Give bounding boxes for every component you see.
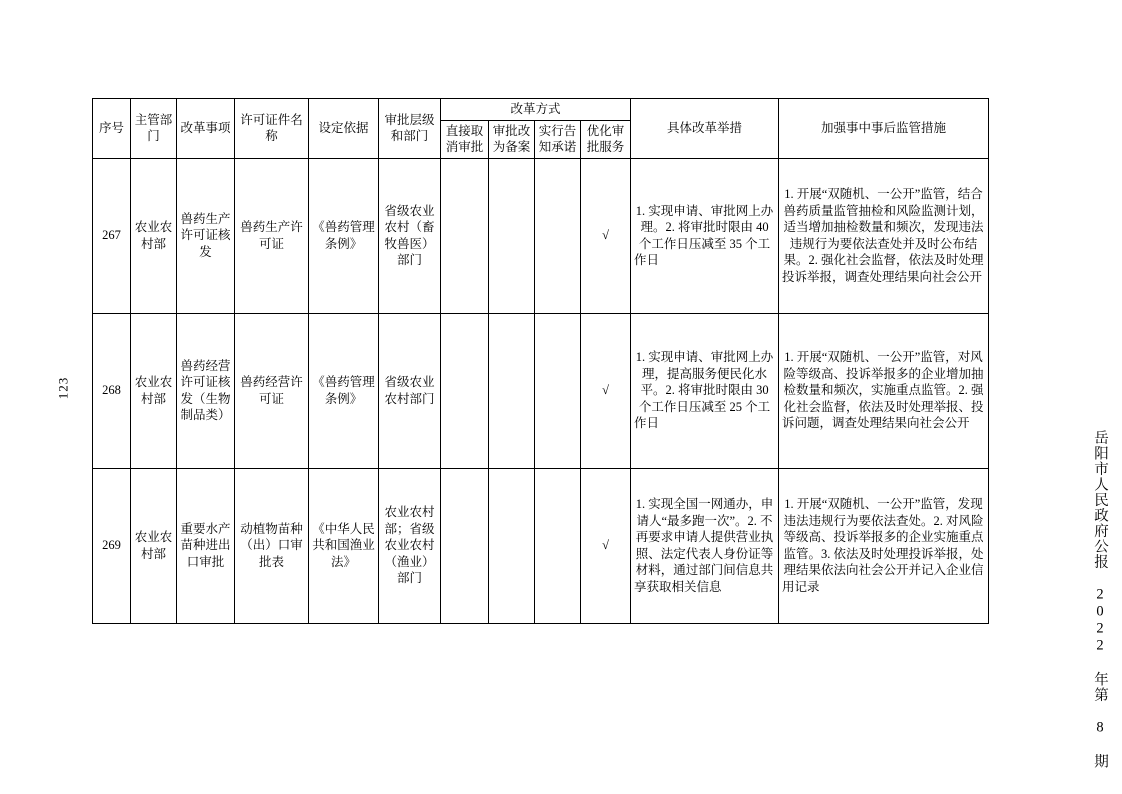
cell-method-commit	[535, 313, 581, 468]
header-item: 改革事项	[177, 99, 235, 159]
cell-basis: 《兽药管理条例》	[309, 313, 379, 468]
table-row	[93, 158, 989, 313]
cell-item: 兽药经营许可证核发（生物制品类）	[177, 313, 235, 468]
cell-method-record	[489, 468, 535, 623]
page-number: 123	[55, 376, 71, 400]
cell-method-optimize: √	[581, 468, 631, 623]
cell-measures: 1. 实现申请、审批网上办理。2. 将审批时限由 40 个工作日压减至 35 个工作日	[631, 158, 779, 313]
cell-method-record	[489, 313, 535, 468]
cell-method-commit	[535, 468, 581, 623]
header-license-name: 许可证件名称	[235, 99, 309, 159]
header-reform-methods: 改革方式	[441, 99, 631, 121]
cell-seq: 268	[93, 313, 131, 468]
header-dept: 主管部门	[131, 99, 177, 159]
cell-basis: 《中华人民共和国渔业法》	[309, 468, 379, 623]
cell-license-name: 动植物苗种（出）口审批表	[235, 468, 309, 623]
cell-dept: 农业农村部	[131, 468, 177, 623]
cell-method-cancel	[441, 468, 489, 623]
cell-method-record	[489, 158, 535, 313]
table-body	[93, 158, 989, 623]
cell-level: 省级农业农村部门	[379, 313, 441, 468]
header-measures: 具体改革举措	[631, 99, 779, 159]
table-header	[93, 99, 989, 159]
cell-basis: 《兽药管理条例》	[309, 158, 379, 313]
cell-item: 兽药生产许可证核发	[177, 158, 235, 313]
cell-item: 重要水产苗种进出口审批	[177, 468, 235, 623]
header-seq: 序号	[93, 99, 131, 159]
cell-method-commit	[535, 158, 581, 313]
cell-method-cancel	[441, 158, 489, 313]
header-level: 审批层级和部门	[379, 99, 441, 159]
cell-supervision: 1. 开展“双随机、一公开”监管，发现违法违规行为要依法查处。2. 对风险等级高、投诉举报多的企业实施重点监管。3. 依法及时处理投诉举报，处理结果依法向社会公开并记入企业信用记录	[779, 468, 989, 623]
cell-supervision: 1. 开展“双随机、一公开”监管，结合兽药质量监管抽检和风险监测计划，适当增加抽检数量和频次，发现违法违规行为要依法查处并及时公布结果。2. 强化社会监督，依法及时处理投诉举报，调查处理结果向社会公开	[779, 158, 989, 313]
cell-measures: 1. 实现全国一网通办，申请人“最多跑一次”。2. 不再要求申请人提供营业执照、法定代表人身份证等材料，通过部门间信息共享获取相关信息	[631, 468, 779, 623]
table-row	[93, 468, 989, 623]
reform-items-table	[92, 98, 989, 624]
publication-footer: 岳阳市人民政府公报 2022 年第 8 期	[1092, 430, 1108, 769]
cell-seq: 267	[93, 158, 131, 313]
table-header-row-1	[93, 99, 989, 121]
cell-license-name: 兽药经营许可证	[235, 313, 309, 468]
cell-dept: 农业农村部	[131, 158, 177, 313]
header-method-record: 审批改为备案	[489, 120, 535, 158]
cell-method-optimize: √	[581, 313, 631, 468]
cell-level: 农业农村部；省级农业农村（渔业）部门	[379, 468, 441, 623]
cell-measures: 1. 实现申请、审批网上办理，提高服务便民化水平。2. 将审批时限由 30 个工作日压减至 25 个工作日	[631, 313, 779, 468]
header-method-cancel: 直接取消审批	[441, 120, 489, 158]
header-supervision: 加强事中事后监管措施	[779, 99, 989, 159]
cell-dept: 农业农村部	[131, 313, 177, 468]
cell-method-cancel	[441, 313, 489, 468]
table-row	[93, 313, 989, 468]
cell-supervision: 1. 开展“双随机、一公开”监管，对风险等级高、投诉举报多的企业增加抽检数量和频次，实施重点监管。2. 强化社会监督，依法及时处理举报、投诉问题，调查处理结果向社会公开	[779, 313, 989, 468]
header-method-commit: 实行告知承诺	[535, 120, 581, 158]
cell-license-name: 兽药生产许可证	[235, 158, 309, 313]
cell-level: 省级农业农村（畜牧兽医）部门	[379, 158, 441, 313]
cell-seq: 269	[93, 468, 131, 623]
cell-method-optimize: √	[581, 158, 631, 313]
header-method-optimize: 优化审批服务	[581, 120, 631, 158]
header-basis: 设定依据	[309, 99, 379, 159]
